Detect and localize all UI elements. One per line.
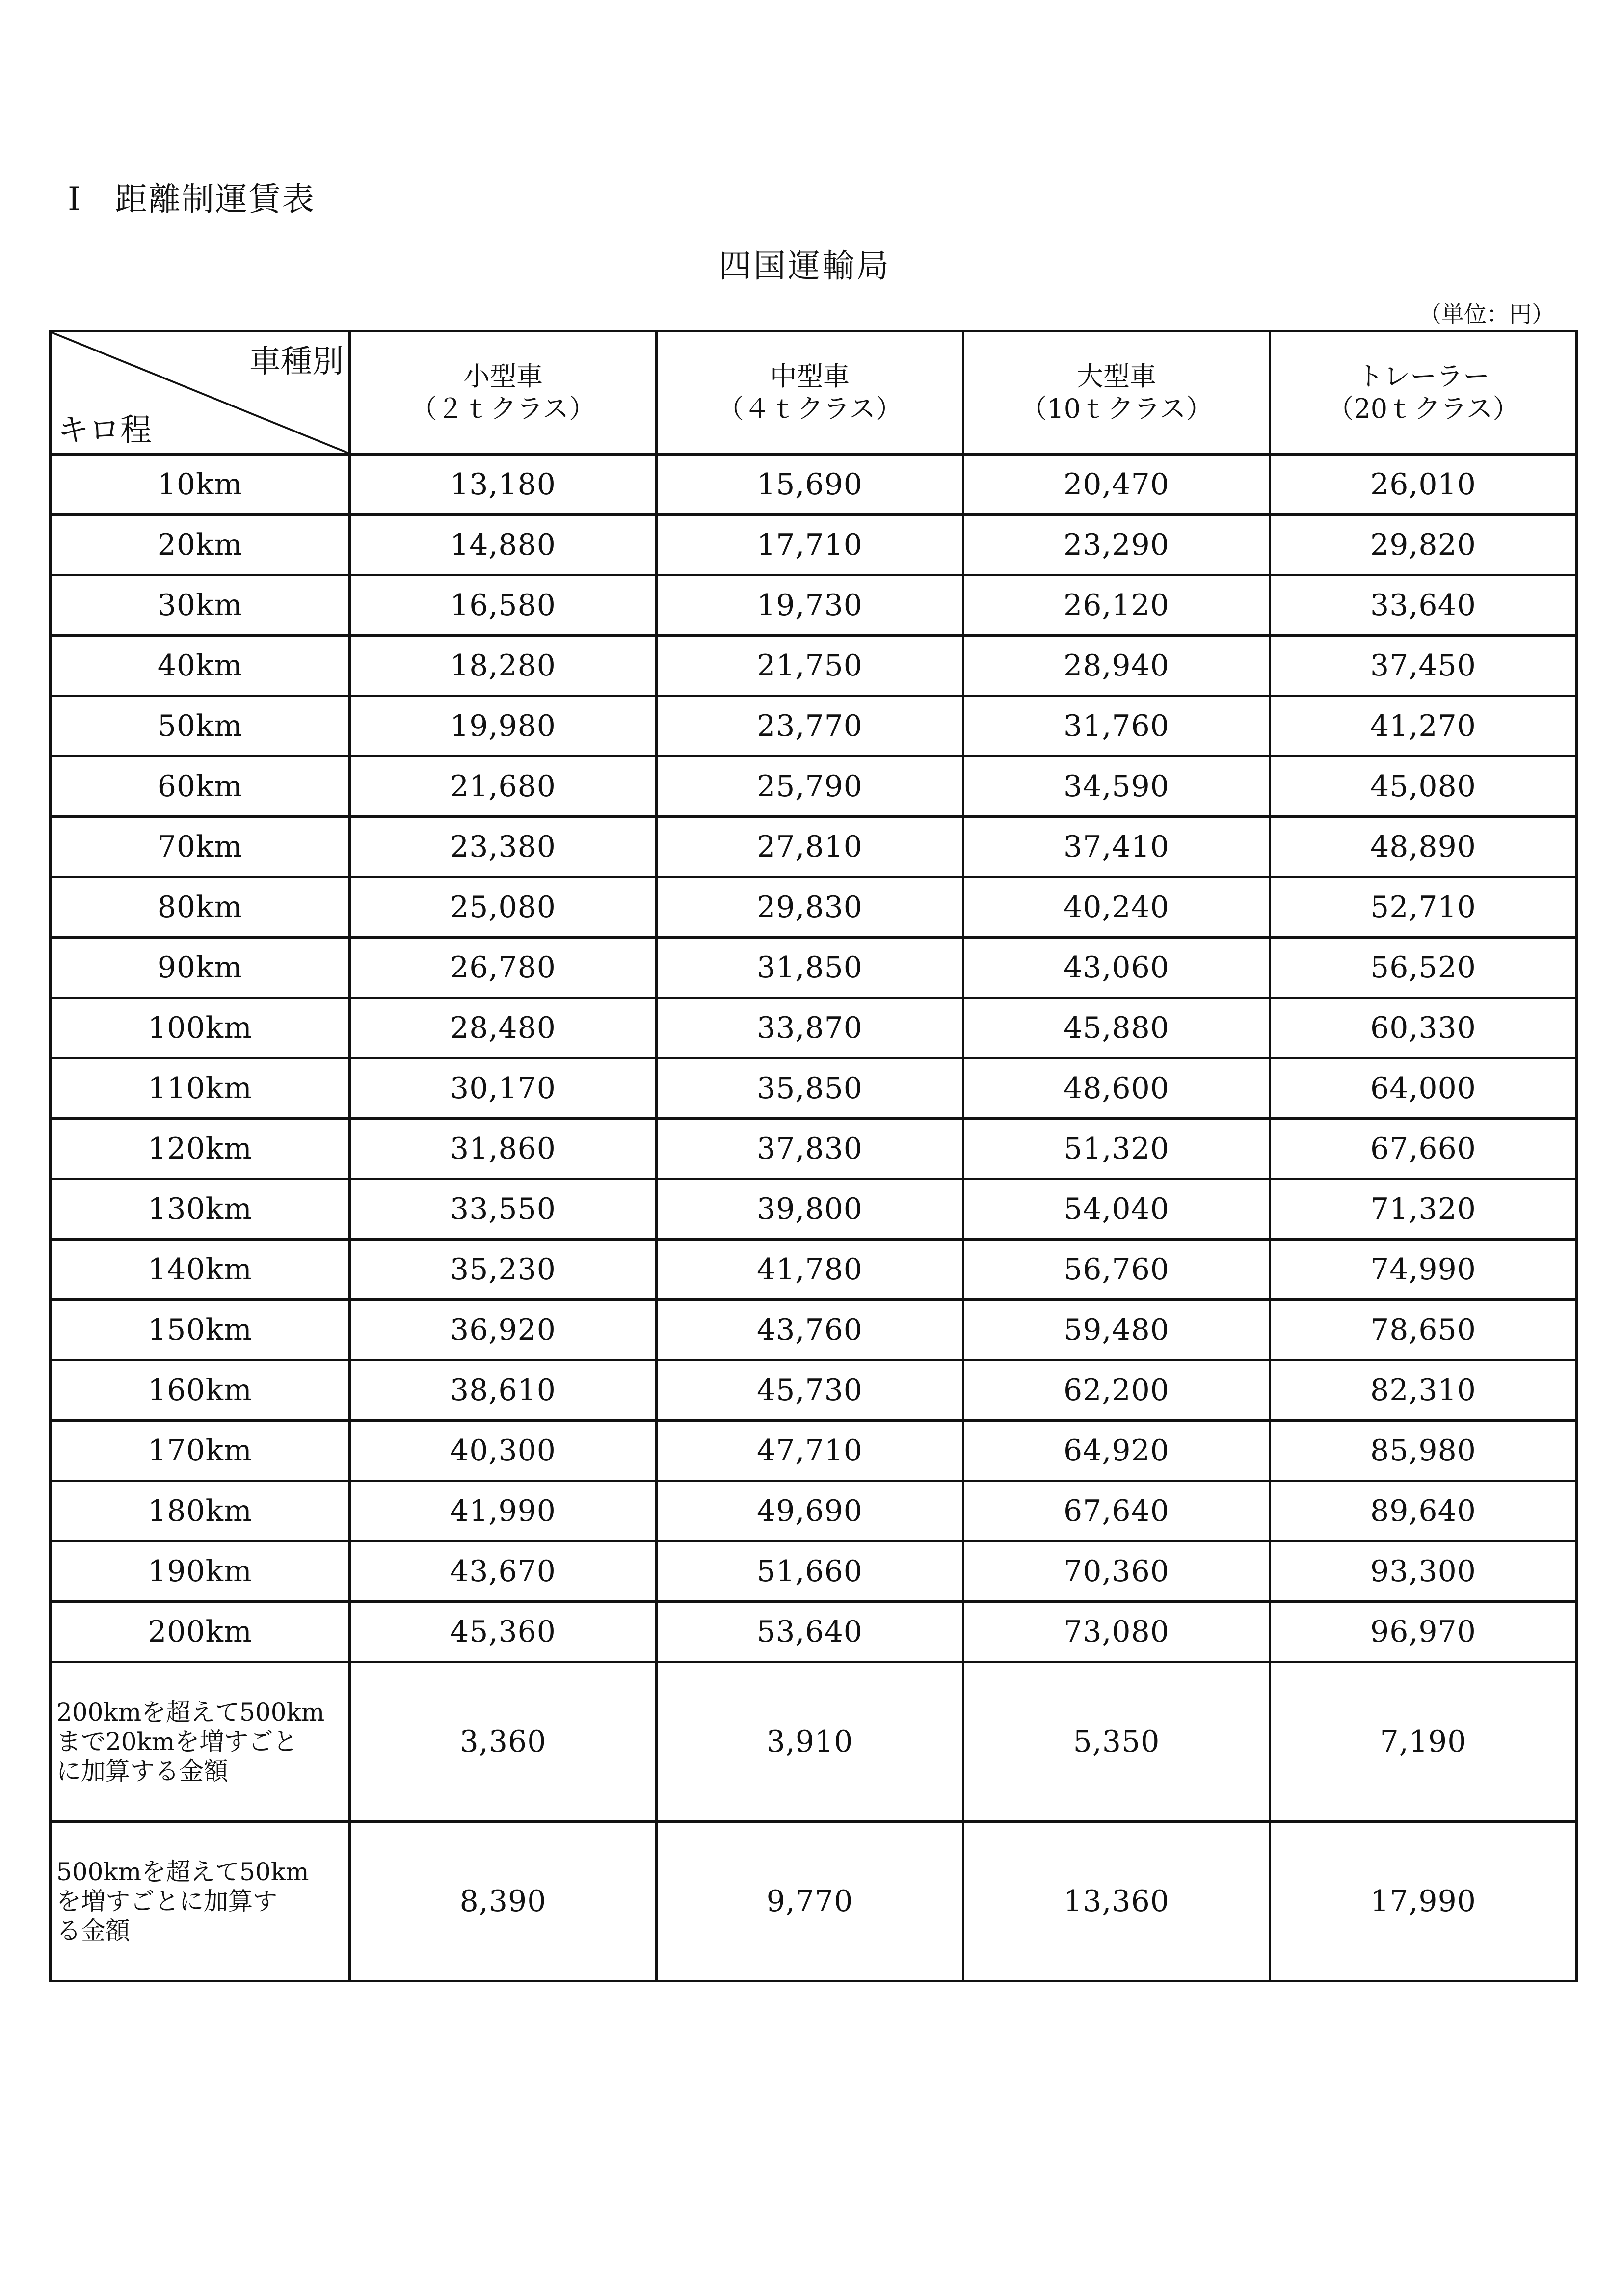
column-name: トレーラー (1357, 361, 1490, 392)
fare-cell: 43,670 (350, 1541, 657, 1602)
fare-cell: 21,680 (350, 756, 657, 817)
table-row (51, 1240, 1577, 1300)
table-row (51, 455, 1577, 515)
fare-cell: 18,280 (350, 636, 657, 696)
fare-cell: 39,800 (657, 1179, 963, 1240)
table-row (51, 1300, 1577, 1360)
fare-cell: 73,080 (963, 1602, 1270, 1662)
fare-cell: 43,060 (963, 938, 1270, 998)
surcharge-fare-cell: 5,350 (963, 1662, 1270, 1822)
fare-cell: 15,690 (657, 455, 963, 515)
fare-cell: 64,920 (963, 1421, 1270, 1481)
distance-cell: 20km (51, 515, 350, 575)
distance-cell: 170km (51, 1421, 350, 1481)
table-row (51, 1179, 1577, 1240)
fare-cell: 19,730 (657, 575, 963, 636)
fare-cell: 37,830 (657, 1119, 963, 1179)
fare-cell: 64,000 (1270, 1058, 1577, 1119)
table-row (51, 938, 1577, 998)
table-row (51, 817, 1577, 877)
table-row (51, 1421, 1577, 1481)
fare-cell: 51,320 (963, 1119, 1270, 1179)
distance-cell: 10km (51, 455, 350, 515)
column-header-large (963, 331, 1270, 455)
fare-cell: 60,330 (1270, 998, 1577, 1058)
column-class: （４ｔクラス） (717, 393, 903, 424)
fare-cell: 16,580 (350, 575, 657, 636)
fare-cell: 29,820 (1270, 515, 1577, 575)
fare-cell: 49,690 (657, 1481, 963, 1541)
fare-cell: 35,230 (350, 1240, 657, 1300)
fare-cell: 23,770 (657, 696, 963, 756)
column-name: 大型車 (1077, 361, 1156, 392)
table-row (51, 636, 1577, 696)
fare-cell: 47,710 (657, 1421, 963, 1481)
table-row (51, 1119, 1577, 1179)
corner-header-cell (51, 331, 350, 455)
fare-cell: 82,310 (1270, 1360, 1577, 1421)
distance-label: キロ程 (57, 412, 152, 449)
distance-cell: 130km (51, 1179, 350, 1240)
surcharge-row (51, 1662, 1577, 1822)
fare-cell: 54,040 (963, 1179, 1270, 1240)
column-header-medium (657, 331, 963, 455)
fare-cell: 93,300 (1270, 1541, 1577, 1602)
unit-note: （単位：円） (1419, 301, 1554, 327)
fare-cell: 56,760 (963, 1240, 1270, 1300)
table-row (51, 1481, 1577, 1541)
fare-cell: 45,080 (1270, 756, 1577, 817)
vehicle-type-label: 車種別 (249, 344, 344, 380)
distance-cell: 200km (51, 1602, 350, 1662)
fare-cell: 13,180 (350, 455, 657, 515)
fare-cell: 17,710 (657, 515, 963, 575)
surcharge-label-line: を増すごとに加算す (56, 1887, 277, 1916)
fare-cell: 35,850 (657, 1058, 963, 1119)
surcharge-label-cell (51, 1662, 350, 1822)
fare-cell: 38,610 (350, 1360, 657, 1421)
fare-cell: 52,710 (1270, 877, 1577, 938)
surcharge-fare-cell: 3,360 (350, 1662, 657, 1822)
document-heading: Ⅰ 距離制運賃表 (68, 180, 316, 218)
fare-cell: 40,240 (963, 877, 1270, 938)
fare-cell: 96,970 (1270, 1602, 1577, 1662)
surcharge-label-line: る金額 (56, 1917, 130, 1945)
fare-cell: 26,010 (1270, 455, 1577, 515)
fare-cell: 37,450 (1270, 636, 1577, 696)
fare-cell: 29,830 (657, 877, 963, 938)
surcharge-label-line: 200kmを超えて500km (56, 1698, 325, 1727)
fare-cell: 48,600 (963, 1058, 1270, 1119)
table-row (51, 1058, 1577, 1119)
distance-cell: 40km (51, 636, 350, 696)
fare-cell: 74,990 (1270, 1240, 1577, 1300)
distance-cell: 120km (51, 1119, 350, 1179)
surcharge-label-line: に加算する金額 (56, 1757, 228, 1785)
distance-cell: 30km (51, 575, 350, 636)
table-row (51, 575, 1577, 636)
surcharge-fare-cell: 7,190 (1270, 1662, 1577, 1822)
fare-cell: 33,550 (350, 1179, 657, 1240)
distance-cell: 150km (51, 1300, 350, 1360)
column-header-small (350, 331, 657, 455)
fare-cell: 34,590 (963, 756, 1270, 817)
column-name: 小型車 (463, 361, 543, 392)
surcharge-fare-cell: 13,360 (963, 1822, 1270, 1981)
fare-cell: 33,640 (1270, 575, 1577, 636)
fare-cell: 43,760 (657, 1300, 963, 1360)
distance-cell: 70km (51, 817, 350, 877)
surcharge-fare-cell: 3,910 (657, 1662, 963, 1822)
fare-cell: 27,810 (657, 817, 963, 877)
surcharge-fare-cell: 17,990 (1270, 1822, 1577, 1981)
fare-cell: 31,860 (350, 1119, 657, 1179)
fare-cell: 31,850 (657, 938, 963, 998)
surcharge-fare-cell: 8,390 (350, 1822, 657, 1981)
fare-table-body (51, 455, 1577, 1981)
surcharge-row (51, 1822, 1577, 1981)
distance-cell: 90km (51, 938, 350, 998)
fare-cell: 33,870 (657, 998, 963, 1058)
table-row (51, 1360, 1577, 1421)
distance-cell: 190km (51, 1541, 350, 1602)
fare-cell: 78,650 (1270, 1300, 1577, 1360)
distance-cell: 140km (51, 1240, 350, 1300)
fare-cell: 62,200 (963, 1360, 1270, 1421)
fare-cell: 41,990 (350, 1481, 657, 1541)
fare-cell: 45,730 (657, 1360, 963, 1421)
surcharge-label-cell (51, 1822, 350, 1981)
fare-cell: 85,980 (1270, 1421, 1577, 1481)
fare-cell: 14,880 (350, 515, 657, 575)
column-class: （10ｔクラス） (1020, 393, 1213, 424)
fare-cell: 36,920 (350, 1300, 657, 1360)
surcharge-fare-cell: 9,770 (657, 1822, 963, 1981)
fare-cell: 48,890 (1270, 817, 1577, 877)
fare-cell: 89,640 (1270, 1481, 1577, 1541)
fare-cell: 59,480 (963, 1300, 1270, 1360)
distance-cell: 180km (51, 1481, 350, 1541)
table-row (51, 696, 1577, 756)
distance-cell: 50km (51, 696, 350, 756)
fare-cell: 67,640 (963, 1481, 1270, 1541)
fare-cell: 26,120 (963, 575, 1270, 636)
fare-cell: 25,080 (350, 877, 657, 938)
fare-cell: 45,880 (963, 998, 1270, 1058)
fare-cell: 67,660 (1270, 1119, 1577, 1179)
table-header-row (51, 331, 1577, 455)
distance-cell: 110km (51, 1058, 350, 1119)
fare-cell: 41,780 (657, 1240, 963, 1300)
fare-cell: 20,470 (963, 455, 1270, 515)
fare-cell: 19,980 (350, 696, 657, 756)
fare-cell: 40,300 (350, 1421, 657, 1481)
fare-cell: 26,780 (350, 938, 657, 998)
fare-cell: 51,660 (657, 1541, 963, 1602)
table-row (51, 756, 1577, 817)
fare-cell: 30,170 (350, 1058, 657, 1119)
table-row (51, 1541, 1577, 1602)
column-class: （２ｔクラス） (410, 393, 596, 424)
table-row (51, 1602, 1577, 1662)
fare-cell: 23,290 (963, 515, 1270, 575)
fare-cell: 25,790 (657, 756, 963, 817)
fare-cell: 70,360 (963, 1541, 1270, 1602)
table-row (51, 998, 1577, 1058)
distance-cell: 80km (51, 877, 350, 938)
distance-cell: 60km (51, 756, 350, 817)
fare-cell: 21,750 (657, 636, 963, 696)
distance-cell: 100km (51, 998, 350, 1058)
fare-cell: 56,520 (1270, 938, 1577, 998)
fare-cell: 28,940 (963, 636, 1270, 696)
column-header-trailer (1270, 331, 1577, 455)
fare-cell: 71,320 (1270, 1179, 1577, 1240)
surcharge-label-line: まで20kmを増すごと (56, 1728, 298, 1756)
fare-cell: 53,640 (657, 1602, 963, 1662)
fare-cell: 45,360 (350, 1602, 657, 1662)
fare-cell: 28,480 (350, 998, 657, 1058)
distance-cell: 160km (51, 1360, 350, 1421)
issuer-name: 四国運輸局 (719, 247, 891, 285)
column-class: （20ｔクラス） (1327, 393, 1519, 424)
fare-cell: 37,410 (963, 817, 1270, 877)
table-row (51, 515, 1577, 575)
fare-table (49, 330, 1578, 1982)
fare-cell: 31,760 (963, 696, 1270, 756)
table-row (51, 877, 1577, 938)
surcharge-label-line: 500kmを超えて50km (56, 1858, 309, 1886)
column-name: 中型車 (770, 361, 850, 392)
fare-cell: 41,270 (1270, 696, 1577, 756)
fare-cell: 23,380 (350, 817, 657, 877)
